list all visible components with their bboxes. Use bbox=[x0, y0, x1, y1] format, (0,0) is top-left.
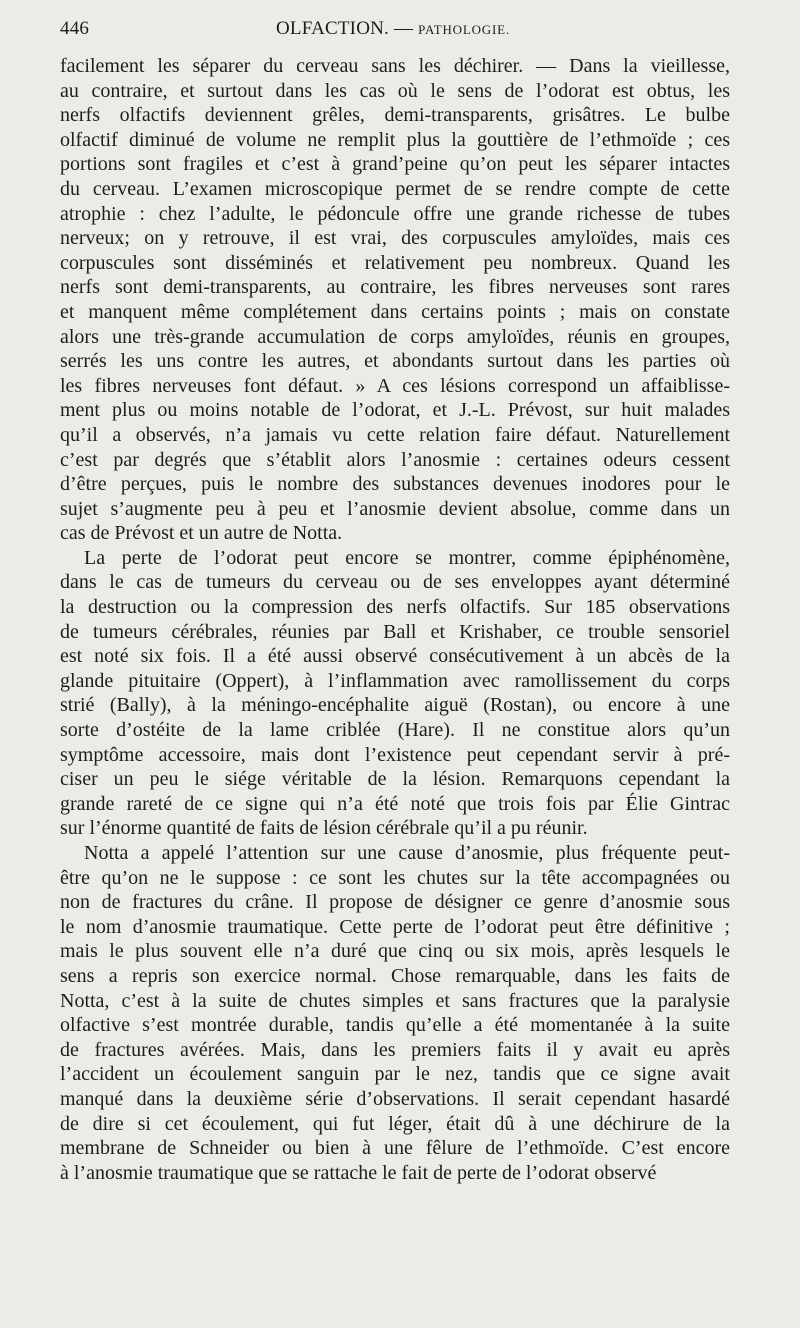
text-line: serrés les uns contre les autres, et abondants surtout dans les parties où bbox=[60, 350, 730, 373]
text-line: nerfs sont demi-transparents, au contraire, les fibres nerveuses sont rares bbox=[60, 276, 730, 299]
text-line: atrophie : chez l’adulte, le pédoncule offre une grande richesse de tubes bbox=[60, 202, 730, 225]
text-line: dans le cas de tumeurs du cerveau ou de ses enveloppes ayant déterminé bbox=[60, 571, 730, 594]
text-line: sur l’énorme quantité de faits de lésion cérébrale qu’il a pu réunir. bbox=[60, 817, 588, 840]
text-line: de dire si cet écoulement, qui fut léger, était dû à une déchirure de la bbox=[60, 1112, 730, 1135]
text-line: Notta, c’est à la suite de chutes simples et sans fractures que la paralysie bbox=[60, 989, 730, 1012]
page-number: 446 bbox=[60, 18, 90, 39]
body-text bbox=[60, 54, 730, 1185]
text-line: membrane de Schneider ou bien à une fêlure de l’ethmoïde. C’est encore bbox=[60, 1137, 730, 1160]
text-line: l’accident un écoulement sanguin par le nez, tandis que ce signe avait bbox=[60, 1063, 730, 1086]
text-line: La perte de l’odorat peut encore se montrer, comme épiphénomène, bbox=[84, 546, 730, 569]
running-head-section: PATHOLOGIE. bbox=[418, 22, 510, 37]
text-line: portions sont fragiles et c’est à grand’peine qu’on peut les séparer intactes bbox=[60, 153, 730, 176]
running-head-title: OLFACTION. bbox=[276, 18, 390, 39]
paragraph-continuation bbox=[60, 54, 730, 546]
text-line: ment plus ou moins notable de l’odorat, et J.-L. Prévost, sur huit malades bbox=[60, 399, 730, 422]
text-line: mais le plus souvent elle n’a duré que cinq ou six mois, après lesquels le bbox=[60, 940, 730, 963]
paragraph-traumatic-anosmia bbox=[60, 841, 730, 1185]
text-line: nerfs olfactifs deviennent grêles, demi-transparents, grisâtres. Le bulbe bbox=[60, 104, 730, 127]
text-line: alors une très-grande accumulation de corps amyloïdes, réunis en groupes, bbox=[60, 325, 730, 348]
text-line: sens a repris son exercice normal. Chose remarquable, dans les faits de bbox=[60, 964, 730, 987]
text-line: être qu’on ne le suppose : ce sont les chutes sur la tête accompagnées ou bbox=[60, 866, 730, 889]
text-line: est noté six fois. Il a été aussi observé consécutivement à un abcès de la bbox=[60, 645, 730, 668]
text-line: facilement les séparer du cerveau sans les déchirer. — Dans la vieillesse, bbox=[60, 55, 730, 77]
text-line: de fractures avérées. Mais, dans les premiers faits il y avait eu après bbox=[60, 1038, 730, 1061]
text-line: d’être perçues, puis le nombre des substances devenues inodores pour le bbox=[60, 473, 730, 496]
text-line: glande pituitaire (Oppert), à l’inflammation avec ramollissement du corps bbox=[60, 669, 730, 692]
text-line: à l’anosmie traumatique que se rattache le fait de perte de l’odorat observé bbox=[60, 1161, 657, 1184]
text-line: symptôme accessoire, mais dont l’existence peut cependant servir à pré- bbox=[60, 743, 730, 766]
text-line: le nom d’anosmie traumatique. Cette perte de l’odorat peut être définitive ; bbox=[60, 915, 730, 938]
text-line: de tumeurs cérébrales, réunies par Ball et Krishaber, ce trouble sensoriel bbox=[60, 620, 730, 643]
running-head bbox=[276, 18, 510, 40]
text-line: la destruction ou la compression des nerfs olfactifs. Sur 185 observations bbox=[60, 596, 730, 619]
text-line: qu’il a observés, n’a jamais vu cette relation faire défaut. Naturellement bbox=[60, 423, 730, 446]
text-line: strié (Bally), à la méningo-encéphalite aiguë (Rostan), ou encore à une bbox=[60, 694, 730, 717]
text-line: c’est par degrés que s’établit alors l’anosmie : certaines odeurs cessent bbox=[60, 448, 730, 471]
page-header bbox=[60, 18, 730, 46]
text-line: sujet s’augmente peu à peu et l’anosmie devient absolue, comme dans un bbox=[60, 497, 730, 520]
text-line: olfactive s’est montrée durable, tandis qu’elle a été momentanée à la suite bbox=[60, 1014, 730, 1037]
text-line: Notta a appelé l’attention sur une cause d’anosmie, plus fréquente peut- bbox=[84, 842, 730, 864]
text-line: olfactif diminué de volume ne remplit plus la gouttière de l’ethmoïde ; ces bbox=[60, 128, 730, 151]
paragraph-anosmia-tumors bbox=[60, 546, 730, 841]
text-line: au contraire, et surtout dans les cas où le sens de l’odorat est obtus, les bbox=[60, 79, 730, 102]
text-line: du cerveau. L’examen microscopique permet de se rendre compte de cette bbox=[60, 177, 730, 200]
text-line: manqué dans la deuxième série d’observations. Il serait cependant hasardé bbox=[60, 1087, 730, 1110]
text-line: ciser un peu le siége véritable de la lésion. Remarquons cependant la bbox=[60, 768, 730, 791]
text-line: cas de Prévost et un autre de Notta. bbox=[60, 522, 343, 545]
running-head-separator: — bbox=[389, 18, 419, 39]
text-line: sorte d’ostéite de la lame criblée (Hare). Il ne constitue alors qu’un bbox=[60, 719, 730, 742]
text-line: corpuscules sont disséminés et relativement peu nombreux. Quand les bbox=[60, 251, 730, 274]
text-line: et manquent même complétement dans certains points ; mais on constate bbox=[60, 300, 730, 323]
text-line: grande rareté de ce signe qui n’a été noté que trois fois par Élie Gintrac bbox=[60, 792, 730, 815]
text-line: les fibres nerveuses font défaut. » A ces lésions correspond un affaiblisse- bbox=[60, 374, 730, 397]
text-line: non de fractures du crâne. Il propose de désigner ce genre d’anosmie sous bbox=[60, 891, 730, 914]
text-line: nerveux; on y retrouve, il est vrai, des corpuscules amyloïdes, mais ces bbox=[60, 227, 730, 250]
